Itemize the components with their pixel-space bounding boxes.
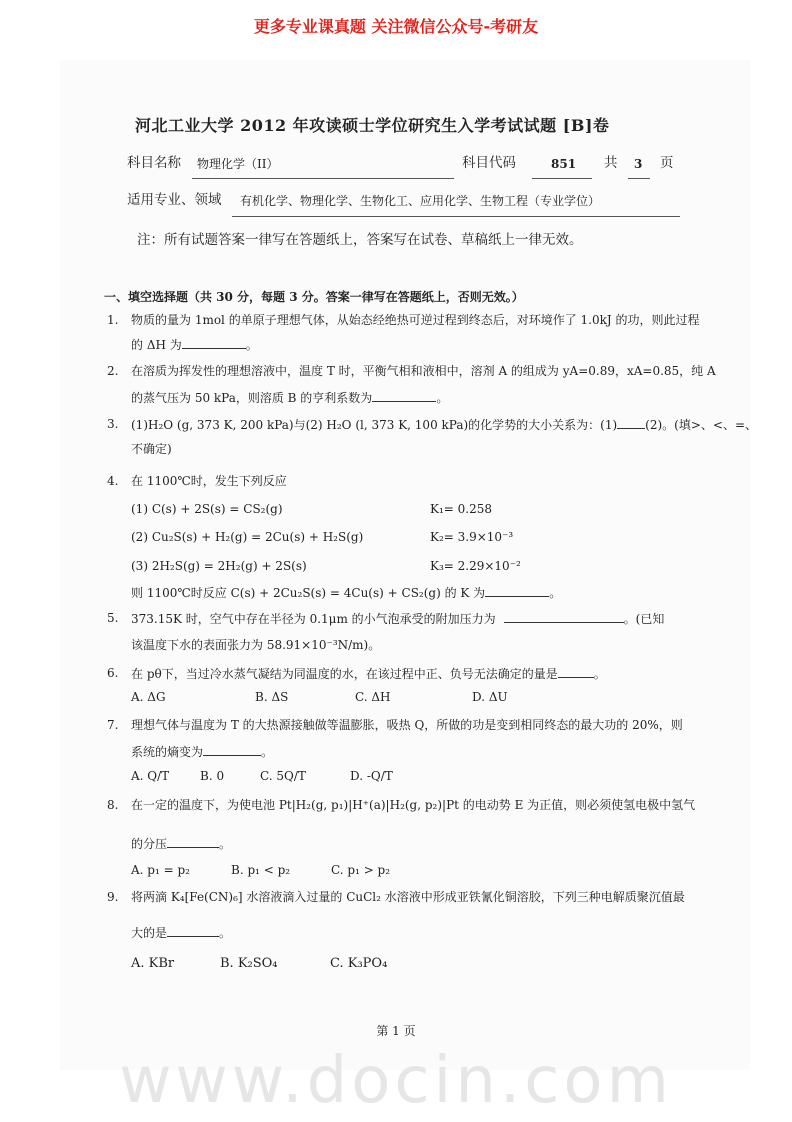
answer-blank — [203, 743, 261, 756]
q2-line2 — [131, 389, 448, 406]
q5-text: 373.15K 时，空气中存在半径为 0.1μm 的小气泡承受的附加压力为 — [131, 612, 496, 626]
q4-reaction-3: (3) 2H₂S(g) = 2H₂(g) + 2S(s) — [131, 559, 307, 573]
subject-name: 物理化学（II） — [197, 157, 279, 171]
total-label: 共 — [604, 155, 618, 171]
q3-text-b: (2)。(填>、<、=、 — [645, 418, 758, 432]
q8-text: 在一定的温度下，为使电池 Pt|H₂(g, p₁)|H⁺(a)|H₂(g, p₂)|Pt 的电动势 E 为正值，则必须使氢电极中氢气 — [131, 798, 696, 812]
answer-blank — [167, 835, 219, 848]
q4-end: 。 — [549, 586, 562, 600]
q7-text-2: 系统的熵变为 — [131, 745, 204, 759]
q4-k2: K₂= 3.9×10⁻³ — [430, 530, 514, 544]
q4-text-5: 则 1100℃时反应 C(s) + 2Cu₂S(s) = 4Cu(s) + CS₂(g) 的 K 为 — [131, 586, 486, 600]
q7-number: 7. — [107, 718, 119, 732]
pages-underline — [628, 178, 650, 179]
q2-end: 。 — [436, 391, 449, 405]
q6-option-a: A. ΔG — [131, 690, 166, 704]
q1-number: 1. — [107, 313, 119, 327]
q6-option-c: C. ΔH — [355, 690, 391, 704]
q7-end: 。 — [261, 745, 274, 759]
page-unit: 页 — [660, 155, 674, 171]
fields-label: 适用专业、领域 — [127, 192, 222, 208]
q7-text: 理想气体与温度为 T 的大热源接触做等温膨胀，吸热 Q，所做的功是变到相同终态的最大功的 20%，则 — [131, 718, 683, 732]
exam-note: 注：所有试题答案一律写在答题纸上，答案写在试卷、草稿纸上一律无效。 — [137, 232, 583, 248]
q9-option-b: B. K₂SO₄ — [220, 956, 278, 971]
q9-number: 9. — [107, 890, 119, 904]
page-number: 第 1 页 — [376, 1024, 416, 1038]
answer-blank — [372, 389, 436, 402]
q3-line1 — [131, 416, 757, 433]
watermark: www.docin.com — [119, 1044, 673, 1118]
q5-line1 — [131, 610, 664, 627]
q3-number: 3. — [107, 417, 119, 431]
q6-end: 。 — [593, 667, 606, 681]
q2-text-2: 的蒸气压为 50 kPa，则溶质 B 的亨利系数为 — [131, 391, 373, 405]
promo-banner: 更多专业课真题 关注微信公众号-考研友 — [253, 17, 539, 36]
q4-text: 在 1100℃时，发生下列反应 — [131, 474, 287, 488]
q7-option-b: B. 0 — [200, 769, 225, 783]
subject-code: 851 — [551, 157, 577, 171]
q9-text: 将两滴 K₄[Fe(CN)₆] 水溶液滴入过量的 CuCl₂ 水溶液中形成亚铁氰化铜溶胶，下列三种电解质聚沉值最 — [131, 890, 685, 904]
answer-blank — [558, 665, 594, 678]
code-underline — [532, 178, 592, 179]
subject-label: 科目名称 — [127, 155, 181, 171]
q8-number: 8. — [107, 798, 119, 812]
answer-blank — [617, 416, 645, 429]
q7-option-d: D. -Q/T — [350, 769, 393, 783]
subject-underline — [192, 178, 454, 179]
q7-option-c: C. 5Q/T — [260, 769, 306, 783]
q6-number: 6. — [107, 666, 119, 680]
exam-title: 河北工业大学 2012 年攻读硕士学位研究生入学考试试题 [B]卷 — [135, 116, 610, 135]
q5-text-b: 。(已知 — [623, 612, 665, 626]
q4-number: 4. — [107, 474, 119, 488]
q6-text: 在 pθ下，当过冷水蒸气凝结为同温度的水，在该过程中正、负号无法确定的量是 — [131, 667, 558, 681]
q6-option-d: D. ΔU — [472, 690, 508, 704]
q9-option-a: A. KBr — [131, 956, 175, 971]
q4-reaction-1: (1) C(s) + 2S(s) = CS₂(g) — [131, 502, 283, 516]
q5-text-2: 该温度下水的表面张力为 58.91×10⁻³N/m)。 — [131, 638, 381, 652]
code-label: 科目代码 — [462, 155, 516, 171]
q1-end: 。 — [245, 338, 258, 352]
q8-option-b: B. p₁ < p₂ — [231, 863, 291, 877]
answer-blank — [167, 924, 219, 937]
q8-option-a: A. p₁ = p₂ — [131, 863, 190, 877]
q9-line2 — [131, 924, 231, 941]
q3-text-2: 不确定) — [131, 442, 172, 456]
q7-option-a: A. Q/T — [131, 769, 170, 783]
q7-line2 — [131, 743, 273, 760]
answer-blank — [485, 584, 549, 597]
fields-underline — [232, 216, 680, 217]
fields-value: 有机化学、物理化学、生物化工、应用化学、生物工程（专业学位） — [240, 194, 601, 208]
page-count: 3 — [634, 157, 643, 171]
q4-line5 — [131, 584, 561, 601]
answer-blank — [504, 610, 624, 623]
q1-text-2: 的 ΔH 为 — [131, 338, 182, 352]
q8-line2 — [131, 835, 231, 852]
q4-k1: K₁= 0.258 — [430, 502, 492, 516]
q5-number: 5. — [107, 611, 119, 625]
q1-text: 物质的量为 1mol 的单原子理想气体，从始态经绝热可逆过程到终态后，对环境作了 1.0kJ 的功，则此过程 — [131, 313, 700, 327]
q1-line2 — [131, 336, 258, 353]
q6-line1 — [131, 665, 606, 682]
q2-number: 2. — [107, 364, 119, 378]
q2-text: 在溶质为挥发性的理想溶液中，温度 T 时，平衡气相和液相中，溶剂 A 的组成为 yA=0.89，xA=0.85，纯 A — [131, 364, 716, 378]
q4-k3: K₃= 2.29×10⁻² — [430, 559, 521, 573]
q3-text: (1)H₂O (g, 373 K, 200 kPa)与(2) H₂O (l, 373 K, 100 kPa)的化学势的大小关系为：(1) — [131, 418, 618, 432]
section-heading: 一、填空选择题（共 30 分，每题 3 分。答案一律写在答题纸上，否则无效。） — [104, 290, 524, 304]
q9-end: 。 — [219, 926, 232, 940]
q8-end: 。 — [219, 837, 232, 851]
answer-blank — [182, 336, 246, 349]
q8-option-c: C. p₁ > p₂ — [331, 863, 391, 877]
q9-text-2: 大的是 — [131, 926, 168, 940]
q8-text-2: 的分压 — [131, 837, 168, 851]
q4-reaction-2: (2) Cu₂S(s) + H₂(g) = 2Cu(s) + H₂S(g) — [131, 530, 364, 544]
q9-option-c: C. K₃PO₄ — [330, 956, 388, 971]
q6-option-b: B. ΔS — [255, 690, 289, 704]
